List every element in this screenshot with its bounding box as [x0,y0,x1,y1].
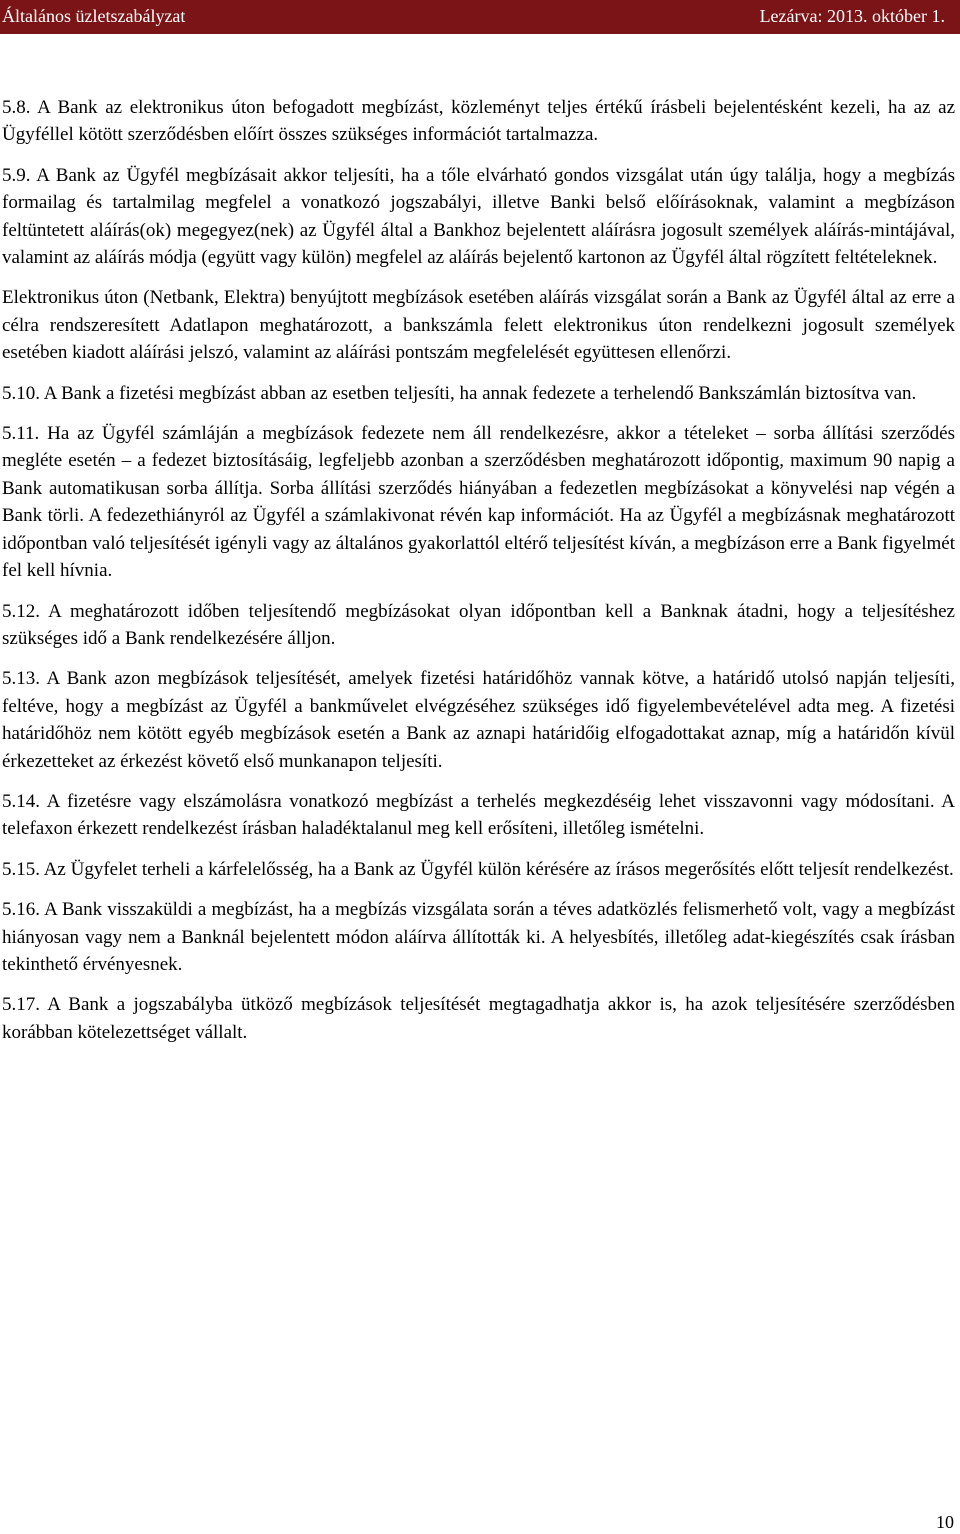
paragraph-5-10: 5.10. A Bank a fizetési megbízást abban az esetben teljesíti, ha annak fedezete a terhelendő Bankszámlán biztosítva van. [2,382,917,404]
paragraph-5-12: 5.12. A meghatározott időben teljesítendő megbízásokat olyan időpontban kell a Banknak átadni, hogy a teljesítéshez szükséges idő a Bank rendelkezésére álljon. [2,600,955,649]
paragraph-5-11: 5.11. Ha az Ügyfél számláján a megbízások fedezete nem áll rendelkezésre, akkor a tételeket – sorba állítási szerződés megléte esetén – a fedezet biztosításáig, legfeljebb azonban a szerződésben meghatározott időpontig, maximum 90 napig a Bank automatikusan sorba állítja. Sorba állítási szerződés hiányában a fedezetlen megbízásokat a könyvelési nap végén a Bank törli. A fedezethiányról az Ügyfél a számlakivonat révén kap információt. Ha az Ügyfél a megbízásnak meghatározott időpontban való teljesítését igényli vagy az általános gyakorlattól eltérő teljesítést kíván, a megbízáson erre a Bank figyelmét fel kell hívnia. [2,423,955,582]
paragraph-5-14: 5.14. A fizetésre vagy elszámolásra vonatkozó megbízást a terhelés megkezdéséig lehet visszavonni vagy módosítani. A telefaxon érkezett rendelkezést írásban haladéktalanul meg kell erősíteni, illetőleg ismételni. [2,790,955,840]
paragraph-5-9: 5.9. A Bank az Ügyfél megbízásait akkor teljesíti, ha a tőle elvárható gondos vizsgálat után úgy találja, hogy a megbízás formailag és tartalmilag megfelel a vonatkozó jogszabályi, illetve Banki belső előírásoknak, valamint a megbízáson feltüntetett aláírás(ok) megegyez(nek) az Ügyfél által a Bankhoz bejelentett aláírásra jogosult személyek aláírás-mintájával, valamint az aláírás módja (együtt vagy külön) megfelel az aláírás bejelentő kartonon az Ügyfél által rögzített feltételeknek. [2,164,955,269]
paragraph-5-16: 5.16. A Bank visszaküldi a megbízást, ha a megbízás vizsgálata során a téves adatközlés felismerhető volt, vagy a megbízást hiányosan vagy nem a Banknál bejelentett módon aláírva állították ki. A helyesbítés, illetőleg adat-kiegészítés csak írásban tekinthető érvényesnek. [2,899,955,975]
page-header [0,0,960,34]
paragraph-electronic: Elektronikus úton (Netbank, Elektra) benyújtott megbízások esetében aláírás vizsgálat során a Bank az Ügyfél által az erre a célra rendszeresített Adatlapon meghatározott, a bankszámla felett elektronikus úton rendelkezni jogosult személyek esetében kiadott aláírási jelszó, valamint az aláírási pontszám megfelelését együttesen ellenőrzi. [2,287,955,364]
document-title: Általános üzletszabályzat [2,6,186,26]
paragraph-5-17: 5.17. A Bank a jogszabályba ütköző megbízások teljesítését megtagadhatja akkor is, ha azok teljesítésére szerződésben korábban kötelezettséget vállalt. [2,994,955,1043]
paragraph-5-8: 5.8. A Bank az elektronikus úton befogadott megbízást, közleményt teljes értékű írásbeli bejelentésként kezeli, ha az az Ügyféllel kötött szerződésben előírt összes szükséges információt tartalmazza. [2,97,955,146]
paragraph-5-15: 5.15. Az Ügyfelet terheli a kárfelelősség, ha a Bank az Ügyfél külön kérésére az írásos megerősítés előtt teljesít rendelkezést. [2,858,954,880]
paragraph-5-13: 5.13. A Bank azon megbízások teljesítését, amelyek fizetési határidőhöz vannak kötve, a határidő utolsó napján teljesíti, feltéve, hogy a megbízást az Ügyfél a bankművelet elvégzéséhez szükséges idő figyelembevételével adta meg. A fizetési határidőhöz nem kötött egyéb megbízások esetén a Bank az aznapi határidőig elfogadottakat aznap, míg a határidőn kívül érkezetteket az érkezést követő első munkanapon teljesíti. [2,668,955,772]
document-body [2,94,955,1059]
document-date: Lezárva: 2013. október 1. [759,6,945,26]
page-number: 10 [936,1512,954,1532]
